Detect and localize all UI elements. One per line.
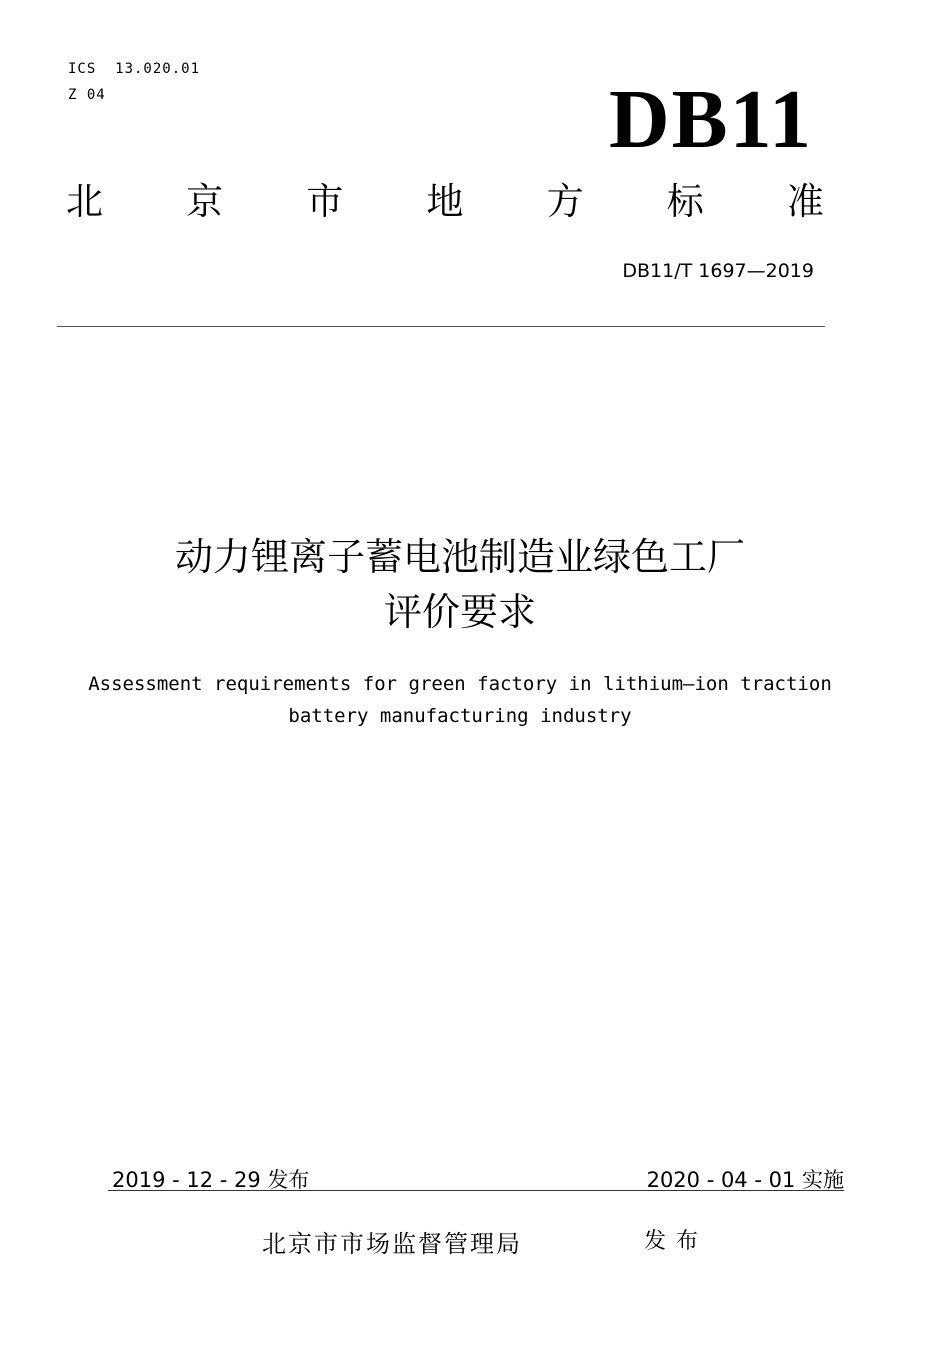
standard-type-char: 标 <box>666 180 704 223</box>
footer-divider <box>108 1190 844 1191</box>
standard-type-char: 京 <box>186 180 224 223</box>
standard-type-char: 方 <box>546 180 584 223</box>
standard-number: DB11/T 1697—2019 <box>622 260 814 282</box>
issuing-authority: 北京市市场监督管理局 <box>262 1230 522 1258</box>
standard-type-char: 市 <box>306 180 344 223</box>
chinese-title-line-1: 动力锂离子蓄电池制造业绿色工厂 <box>174 535 745 579</box>
standard-type-title <box>66 180 824 223</box>
english-title-line-2: battery manufacturing industry <box>288 705 632 727</box>
english-title-line-1: Assessment requirements for green factory in lithium—ion traction <box>88 673 832 695</box>
ics-code: ICS 13.020.01 <box>68 61 201 77</box>
chinese-title-line-2: 评价要求 <box>383 590 536 634</box>
implementation-date: 2020 - 04 - 01 实施 <box>646 1168 844 1192</box>
issue-date: 2019 - 12 - 29 发布 <box>112 1168 310 1192</box>
standard-type-char: 地 <box>426 180 464 223</box>
standard-type-char: 准 <box>786 180 824 223</box>
standard-type-char: 北 <box>66 180 103 223</box>
header-divider <box>57 326 825 327</box>
issue-label: 发布 <box>644 1229 709 1254</box>
classification-code: Z 04 <box>68 87 106 103</box>
db11-logo: DB11 <box>608 73 813 166</box>
